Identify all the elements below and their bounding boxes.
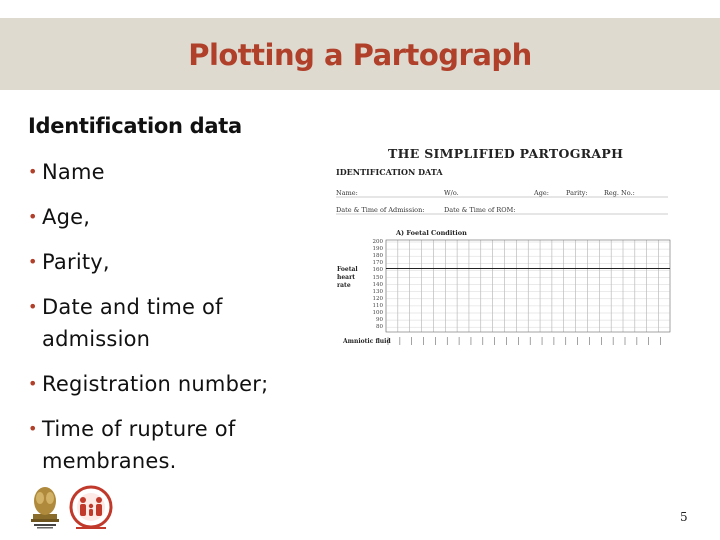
fhr-tick-label: 80 (376, 324, 383, 331)
field-admission-time: Date & Time of Admission: (336, 206, 425, 214)
fhr-tick-label: 190 (372, 246, 383, 253)
bullet-item (28, 413, 328, 477)
fhr-tick-label: 200 (372, 239, 383, 245)
nrhm-family-logo-icon (66, 484, 116, 532)
bullet-text: Age, (42, 205, 91, 229)
fhr-tick-label: 140 (372, 281, 383, 288)
fhr-tick-label: 90 (376, 317, 383, 324)
bullet-text: Date and time of admission (42, 295, 223, 351)
bullet-marker-icon: • (28, 419, 38, 438)
bullet-text: Name (42, 160, 105, 184)
bullet-text: Time of rupture of membranes. (42, 417, 236, 473)
bullet-text: Parity, (42, 250, 110, 274)
bullet-item (28, 246, 328, 278)
page-number: 5 (680, 510, 688, 524)
fhr-tick-label: 130 (372, 288, 383, 295)
fhr-tick-label: 100 (372, 310, 383, 316)
amniotic-fluid-label: Amniotic fluid (343, 338, 391, 345)
bullet-item (28, 368, 328, 400)
field-rom-time: Date & Time of ROM: (444, 206, 516, 214)
bullet-item (28, 201, 328, 233)
bullet-marker-icon: • (28, 297, 38, 316)
fhr-tick-label: 150 (372, 274, 383, 281)
field-parity: Parity: (566, 189, 588, 197)
partograph-title: THE SIMPLIFIED PARTOGRAPH (388, 146, 624, 161)
fhr-axis-label: Foetal heart rate (337, 266, 358, 289)
bullet-list (28, 156, 328, 490)
bullet-marker-icon: • (28, 162, 38, 181)
bullet-marker-icon: • (28, 207, 38, 226)
bullet-item (28, 156, 328, 188)
bullet-marker-icon: • (28, 374, 38, 393)
fhr-tick-label: 120 (372, 295, 383, 302)
fhr-tick-label: 160 (372, 267, 383, 274)
section-heading: Identification data (28, 114, 242, 138)
identification-heading: IDENTIFICATION DATA (336, 167, 443, 177)
bullet-marker-icon: • (28, 252, 38, 271)
fhr-tick-label: 170 (372, 260, 383, 267)
bullet-text: Registration number; (42, 372, 269, 396)
field-age: Age: (534, 189, 549, 197)
foetal-condition-heading: A) Foetal Condition (396, 229, 467, 237)
partograph-form-image (336, 140, 676, 350)
field-wo: W/o. (444, 189, 459, 197)
slide-title: Plotting a Partograph (188, 38, 532, 72)
fhr-tick-label: 180 (372, 253, 383, 260)
field-reg-no: Reg. No.: (604, 189, 635, 197)
field-name: Name: (336, 189, 358, 197)
fhr-tick-label: 110 (372, 302, 383, 309)
bullet-item (28, 291, 328, 355)
